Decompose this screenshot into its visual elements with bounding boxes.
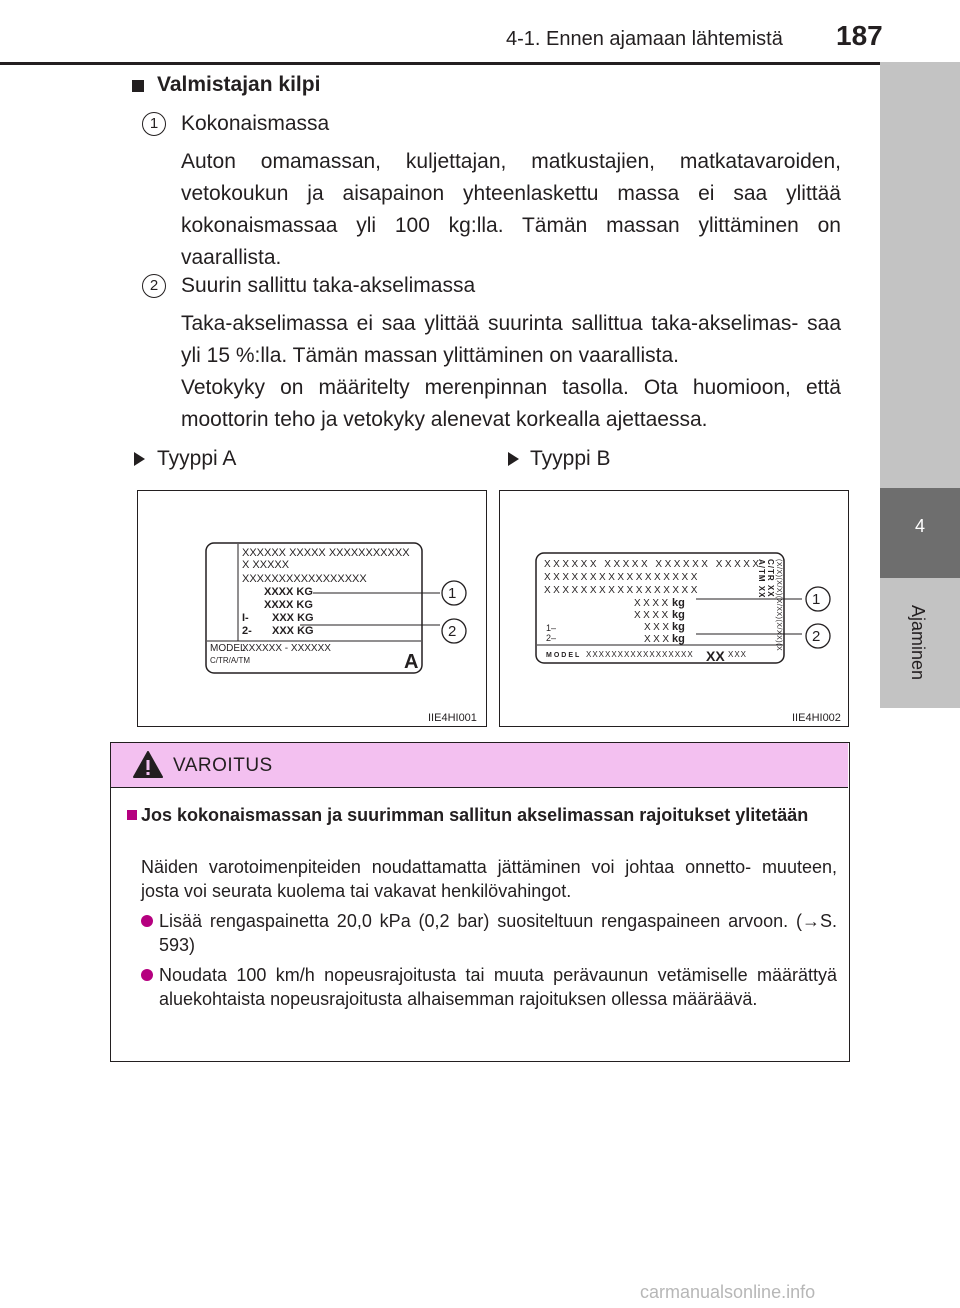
plate-b-line: XXXX (634, 610, 671, 621)
figure-code-a: IIE4HI001 (428, 712, 477, 724)
warning-triangle-icon (133, 751, 163, 778)
plate-a-line: XXXXXX XXXXX XXXXXXXXXXX (242, 547, 410, 559)
plate-b-row-prefix: 2– (546, 633, 557, 643)
item-number-2: 2 (142, 274, 166, 298)
page-number: 187 (836, 20, 883, 51)
callout-number-1: 1 (448, 585, 457, 602)
pointer-triangle-icon (508, 452, 519, 466)
plate-a-row-prefix: 2- (242, 625, 252, 637)
plate-b-unit: kg (672, 621, 685, 633)
plate-a-line: XXXXXXXXXXXXXXXXX (242, 573, 367, 585)
warning-box (110, 742, 850, 1062)
plate-b-line: XXX (644, 622, 672, 633)
type-a-label: Tyyppi A (157, 447, 237, 470)
pointer-triangle-icon (134, 452, 145, 466)
plate-a-model-label: MODEL (210, 643, 246, 654)
plate-b-model-label: MODEL (546, 652, 582, 659)
plate-a-ctr: C/TR/A/TM (210, 656, 250, 665)
item-paragraph: Taka-akselimassa ei saa ylittää suurinta sallittua taka-akselimas- saa yli 15 %:lla. Tämän massan ylittäminen on vaarallista. (181, 312, 841, 367)
item-title-2: Suurin sallittu taka-akselimassa (181, 274, 476, 297)
bullet-dot-icon (141, 969, 153, 981)
plate-a-line: X XXXXX (242, 559, 290, 571)
callout-number-1: 1 (812, 591, 821, 608)
warning-text: Näiden varotoimenpiteiden noudattamatta jättäminen voi johtaa onnetto- muuteen, josta voi seurata kuolema tai vakavat henkilövahingot. (141, 857, 837, 901)
plate-b-unit: kg (672, 609, 685, 621)
header-rule (0, 62, 960, 65)
callout-number-2: 2 (448, 623, 457, 640)
plate-b-side-col: (X/X)(X/X)(X/XX)(X/XX)(X (775, 559, 782, 652)
plate-a-row-prefix: I- (242, 612, 249, 624)
plate-b-side-col: A/TM XX (757, 559, 766, 599)
plate-b-model-suffix-big: XX (706, 648, 725, 664)
item-title-1: Kokonaismassa (181, 112, 330, 135)
plate-b-side-col: C/TR XX (766, 559, 775, 598)
warning-square-icon (127, 810, 137, 820)
item-number-1: 1 (142, 112, 166, 136)
plate-b-line: XXXXXXXXXXXXXXXXX (544, 585, 700, 596)
plate-b-line: XXXX (634, 598, 671, 609)
warning-bullet: Noudata 100 km/h nopeusrajoitusta tai muuta perävaunun vetämiselle määrättyä aluekohtaista nopeusrajoitusta alhaisemman rajoituksen ollessa määräävä. (159, 965, 837, 1009)
plate-b-model-value: XXXXXXXXXXXXXXXXX (586, 650, 694, 659)
figure-type-b (499, 490, 849, 727)
plate-a-corner-letter: A (404, 651, 419, 673)
figure-type-a (137, 490, 487, 727)
section-heading: Valmistajan kilpi (157, 73, 321, 96)
plate-b-illustration (500, 491, 848, 726)
chapter-label: Ajaminen (908, 605, 928, 681)
plate-b-unit: kg (672, 597, 685, 609)
figure-code-b: IIE4HI002 (792, 712, 841, 724)
type-b-label: Tyyppi B (530, 447, 611, 470)
plate-b-model-suffix: XXX (728, 650, 748, 659)
plate-a-model-value: XXXXXX - XXXXXX (242, 643, 331, 654)
plate-a-line: XXXX KG (264, 599, 313, 611)
plate-b-row-prefix: 1– (546, 623, 557, 633)
plate-a-line: XXX KG (272, 612, 314, 624)
warning-title: VAROITUS (173, 755, 273, 776)
watermark: carmanualsonline.info (640, 1282, 816, 1302)
warning-header (111, 743, 848, 788)
plate-b-line: XXX (644, 634, 672, 645)
plate-b-line: XXXXXX XXXXX XXXXXX XXXXX (544, 559, 762, 570)
warning-heading: Jos kokonaismassan ja suurimman sallitun akselimassan rajoitukset ylitetään (141, 805, 809, 825)
chapter-number: 4 (914, 516, 925, 536)
plate-b-unit: kg (672, 633, 685, 645)
plate-a-line: XXX KG (272, 625, 314, 637)
plate-b-line: XXXXXXXXXXXXXXXXX (544, 572, 700, 583)
section-title: 4-1. Ennen ajamaan lähtemistä (506, 28, 783, 50)
callout-number-2: 2 (812, 628, 821, 645)
bullet-dot-icon (141, 915, 153, 927)
side-tab-top (880, 62, 960, 488)
heading-square-icon (132, 80, 144, 92)
item-paragraph: Auton omamassan, kuljettajan, matkustajien, matkatavaroiden, vetokoukun ja aisapainon yhteenlaskettu massa ei saa ylittää kokonaismassaa yli 100 kg:lla. Tämän massan ylittäminen on vaarallista. (181, 150, 841, 269)
warning-bullet: Lisää rengaspainetta 20,0 kPa (0,2 bar) suositeltuun rengaspaineen arvoon. (→S. 593) (159, 911, 837, 955)
item-paragraph: Vetokyky on määritelty merenpinnan tasolla. Ota huomioon, että moottorin teho ja vetokyky alenevat korkealla ajettaessa. (181, 376, 841, 431)
plate-a-line: XXXX KG (264, 586, 313, 598)
plate-a-illustration (138, 491, 486, 726)
